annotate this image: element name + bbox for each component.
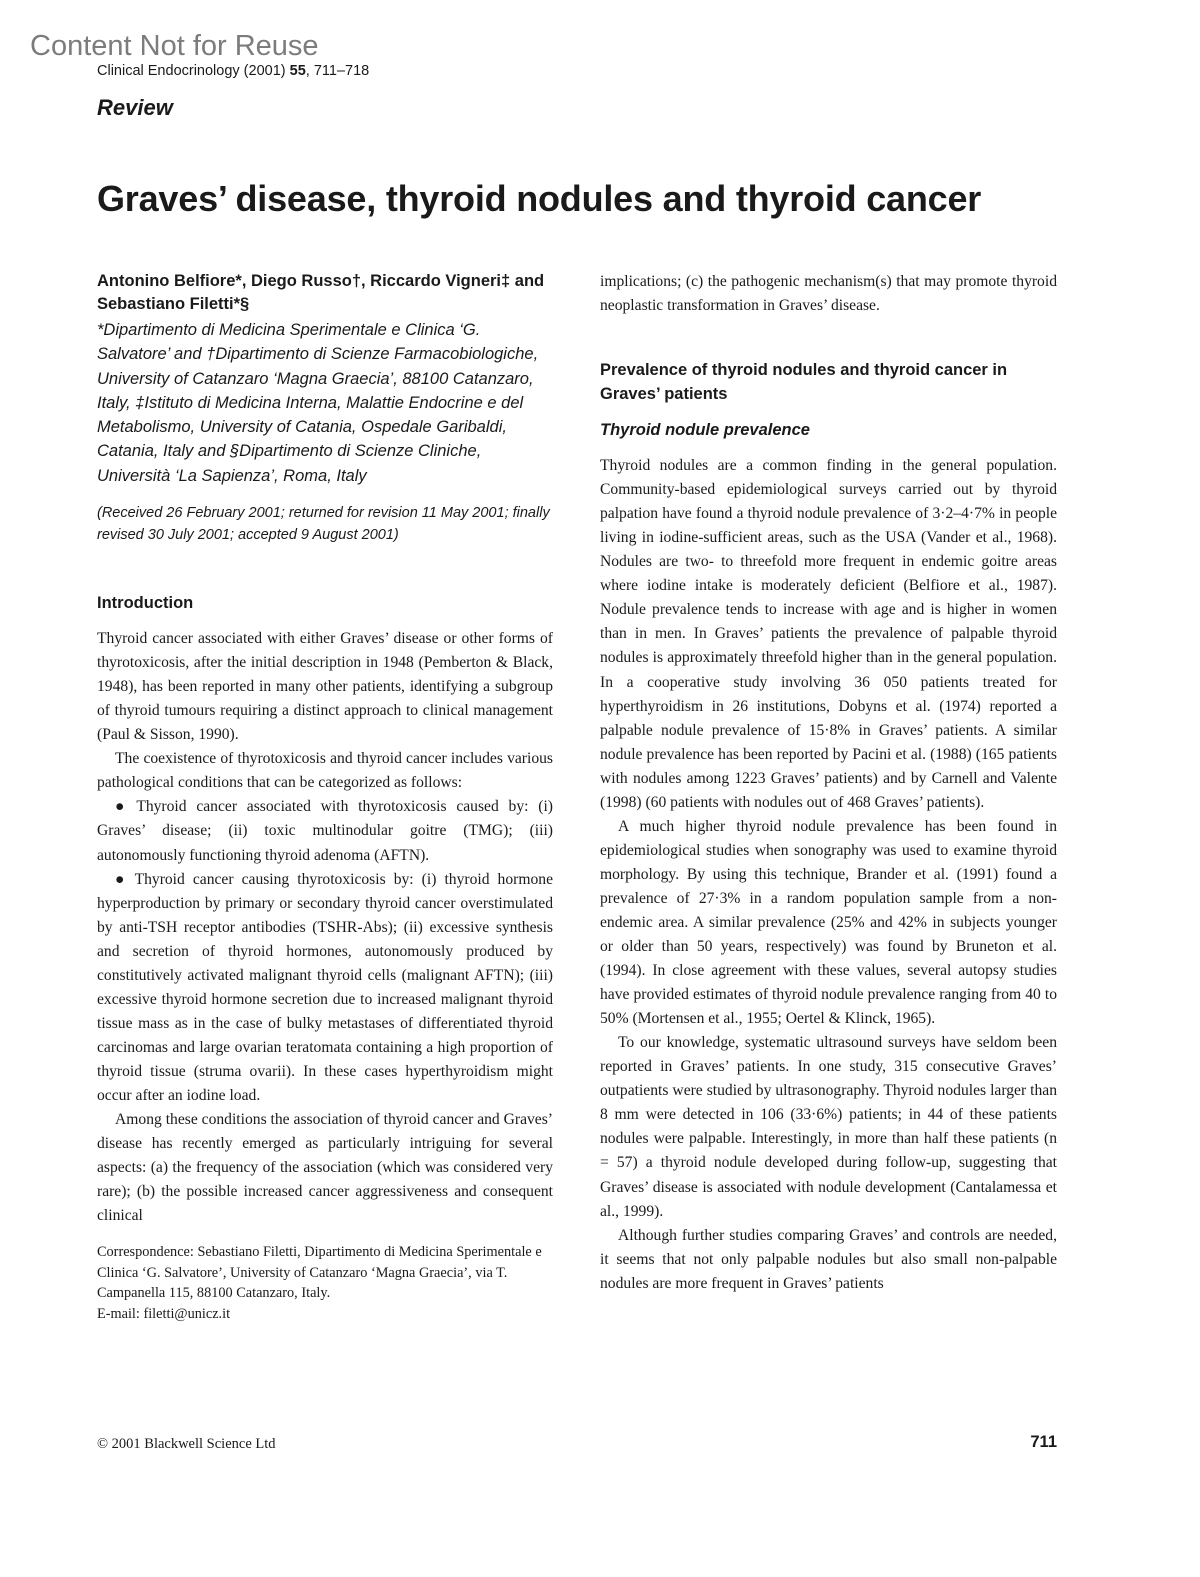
- intro-paragraph-2: The coexistence of thyrotoxicosis and thyroid cancer includes various pathological conditions that can be categorized as follows:: [97, 750, 553, 792]
- prevalence-paragraph-2: A much higher thyroid nodule prevalence has been found in epidemiological studies when sonography was used to examine thyroid morphology. By using this technique, Brander et al. (1991) found a prevalence of 27·3% in a random population sample from a non-endemic area. A similar prevalence (25% and 42% in subjects younger or older than 50 years, respectively) was found by Bruneton et al. (1994). In close agreement with these values, several autopsy studies have provided estimates of thyroid nodule prevalence ranging from 40 to 50% (Mortensen et al., 1955; Oertel & Klinck, 1965).: [600, 817, 1057, 1028]
- intro-paragraph-3: Among these conditions the association of thyroid cancer and Graves’ disease has recently emerged as particularly intriguing for several aspects: (a) the frequency of the association (which was considered very rare); (b) the possible increased cancer aggressiveness and consequent clinical: [97, 1111, 553, 1225]
- journal-citation: [97, 63, 369, 79]
- left-column: [97, 270, 553, 1325]
- received-dates: (Received 26 February 2001; returned for revision 11 May 2001; finally revised 30 July 2001; accepted 9 August 2001): [97, 505, 550, 544]
- bullet-icon: ●: [115, 870, 129, 888]
- intro-bullet-2-text: Thyroid cancer causing thyrotoxicosis by: (i) thyroid hormone hyperproduction by primary or secondary thyroid cancer overstimulated by anti-TSH receptor antibodies (TSHR-Abs); (ii) excessive synthesis and secretion of thyroid hormones, autonomously produced by constitutively activated malignant thyroid cells (malignant AFTN); (iii) excessive thyroid hormone secretion due to increased malignant thyroid tissue mass as in the case of bulky metastases of differentiated thyroid carcinomas and large ovarian teratomata containing a high proportion of thyroid tissue (struma ovarii). In these cases hyperthyroidism might occur after an iodine load.: [97, 870, 553, 1104]
- subsection-heading-nodule-prevalence: Thyroid nodule prevalence: [600, 421, 810, 440]
- intro-bullet-1-text: Thyroid cancer associated with thyrotoxicosis caused by: (i) Graves’ disease; (ii) toxic multinodular goitre (TMG); (iii) autonomously functioning thyroid adenoma (AFTN).: [97, 798, 553, 864]
- section-label: Review: [97, 95, 173, 120]
- article-title: Graves’ disease, thyroid nodules and thyroid cancer: [97, 178, 982, 219]
- intro-bullet-1: [97, 795, 553, 867]
- intro-bullet-2: [97, 868, 553, 1108]
- page-number: 711: [1030, 1433, 1057, 1451]
- prevalence-paragraph-3: To our knowledge, systematic ultrasound surveys have seldom been reported in Graves’ patients. In one study, 315 consecutive Graves’ outpatients were studied by ultrasonography. Thyroid nodules larger than 8 mm were detected in 106 (33·6%) patients; in 44 of these patients nodules were palpable. Interestingly, in more than half these patients (n = 57) a thyroid nodule developed during follow-up, suggesting that Graves’ disease is associated with nodule development (Cantalamessa et al., 1999).: [600, 1034, 1057, 1220]
- correspondence-block: [97, 1242, 553, 1324]
- correspondence-text: Correspondence: Sebastiano Filetti, Dipartimento di Medicina Sperimentale e Clinica ‘G. Salvatore’, University of Catanzaro ‘Magna Graecia’, via T. Campanella 115, 88100 Catanzaro, Italy.: [97, 1244, 542, 1302]
- author-affiliations: *Dipartimento di Medicina Sperimentale e Clinica ‘G. Salvatore’ and †Dipartimento di Scienze Farmacobiologiche, University of Catanzaro ‘Magna Graecia’, 88100 Catanzaro, Italy, ‡Istituto di Medicina Interna, Malattie Endocrine e del Metabolismo, University of Catania, Ospedale Garibaldi, Catania, Italy and §Dipartimento di Scienze Cliniche, Università ‘La Sapienza’, Roma, Italy: [97, 321, 539, 485]
- prevalence-paragraph-1: Thyroid nodules are a common finding in the general population. Community-based epidemiological surveys carried out by thyroid palpation have found a thyroid nodule prevalence of 3·2–4·7% in people living in iodine-sufficient areas, such as the USA (Vander et al., 1968). Nodules are two- to threefold more frequent in endemic goitre areas where iodine intake is moderately deficient (Belfiore et al., 1987). Nodule prevalence tends to increase with age and is higher in women than in men. In Graves’ patients the prevalence of palpable thyroid nodules is approximately threefold higher than in the general population. In a cooperative study involving 36 050 patients treated for hyperthyroidism in 26 institutions, Dobyns et al. (1974) reported a palpable nodule prevalence of 15·8% in Graves’ patients. A similar nodule prevalence has been reported by Pacini et al. (1988) (165 patients with nodules among 1223 Graves’ patients) and by Carnell and Valente (1998) (60 patients with nodules out of 468 Graves’ patients).: [600, 457, 1057, 811]
- right-column: [600, 270, 1057, 1296]
- journal-pages: , 711–718: [305, 63, 370, 79]
- correspondence-email[interactable]: E-mail: filetti@unicz.it: [97, 1306, 231, 1323]
- intro-paragraph-1: Thyroid cancer associated with either Graves’ disease or other forms of thyrotoxicosis, after the initial description in 1948 (Pemberton & Black, 1948), has been reported in many other patients, identifying a subgroup of thyroid tumours requiring a distinct approach to clinical management (Paul & Sisson, 1990).: [97, 630, 553, 744]
- section-heading-prevalence: Prevalence of thyroid nodules and thyroid cancer in Graves’ patients: [600, 361, 1008, 404]
- journal-volume: 55: [289, 63, 306, 79]
- author-list: Antonino Belfiore*, Diego Russo†, Riccardo Vigneri‡ and Sebastiano Filetti*§: [97, 272, 545, 313]
- copyright-notice: © 2001 Blackwell Science Ltd: [97, 1436, 276, 1452]
- prevalence-paragraph-4: Although further studies comparing Graves’ and controls are needed, it seems that not only palpable nodules but also small non-palpable nodules are more frequent in Graves’ patients: [600, 1226, 1057, 1292]
- journal-name: Clinical Endocrinology (2001): [97, 63, 290, 79]
- intro-continuation: implications; (c) the pathogenic mechanism(s) that may promote thyroid neoplastic transformation in Graves’ disease.: [600, 273, 1057, 315]
- bullet-icon: ●: [115, 798, 131, 816]
- watermark: Content Not for Reuse: [30, 30, 319, 62]
- section-heading-introduction: Introduction: [97, 594, 194, 613]
